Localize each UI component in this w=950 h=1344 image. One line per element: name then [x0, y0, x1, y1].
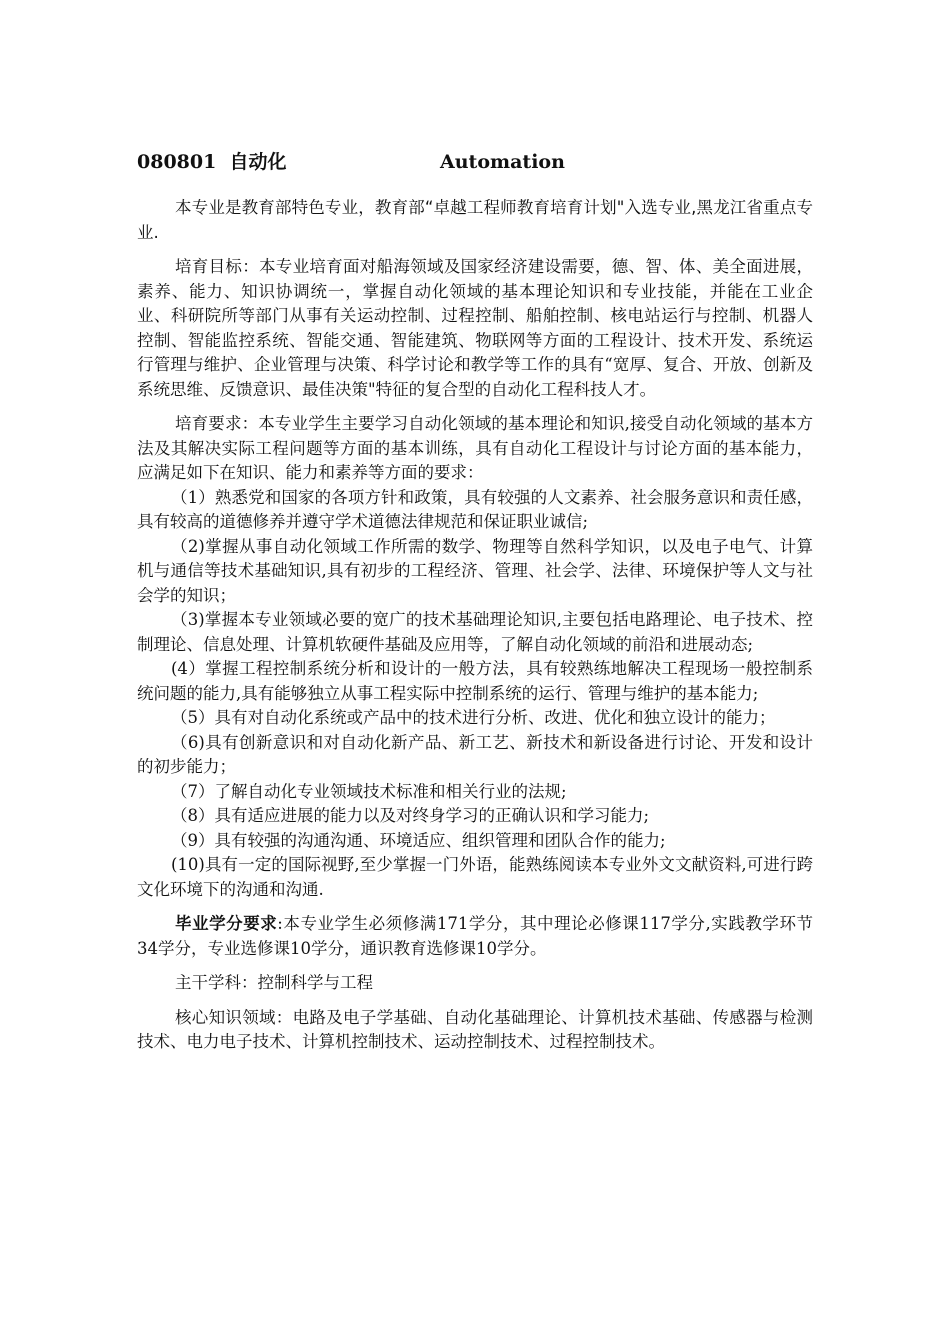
objective-paragraph	[137, 255, 813, 402]
requirement-item: （6)具有创新意识和对自动化新产品、新工艺、新技术和新设备进行讨论、开发和设计的初步能力；	[137, 732, 813, 776]
requirements-text: 本专业学生主要学习自动化领域的基本理论和知识,接受自动化领域的基本方法及其解决实际工程问题等方面的基本训练，具有自动化工程设计与讨论方面的基本能力，应满足如下在知识、能力和素养等方面的要求：	[137, 414, 814, 482]
requirements-label: 培育要求：	[175, 414, 259, 433]
core-areas-text: ：电路及电子学基础、自动化基础理论、计算机技术基础、传感器与检测技术、电力电子技术、计算机控制技术、运动控制技术、过程控制技术。	[137, 1007, 814, 1051]
requirement-item: （7）了解自动化专业领域技术标准和相关行业的法规;	[171, 781, 567, 801]
requirement-item: （5）具有对自动化系统或产品中的技术进行分析、改进、优化和独立设计的能力；	[171, 708, 776, 727]
intro-paragraph: 本专业是教育部特色专业，教育部“卓越工程师教育培育计划"入选专业,黑龙江省重点专业.	[137, 198, 813, 242]
credits-text: :本专业学生必须修满171学分，其中理论必修课117学分,实践教学环节34学分，专业选修课10学分，通识教育选修课10学分。	[137, 914, 814, 958]
requirement-item: （1）熟悉党和国家的各项方针和政策，具有较强的人文素养、社会服务意识和责任感，具有较高的道德修养并遵守学术道德法律规范和保证职业诚信;	[137, 487, 813, 531]
requirements-paragraph	[137, 412, 813, 486]
objective-label: 培育目标：	[175, 257, 259, 276]
requirement-item: (4）掌握工程控制系统分析和设计的一般方法，具有较熟练地解决工程现场一般控制系统问题的能力,具有能够独立从事工程实际中控制系统的运行、管理与维护的基本能力;	[137, 659, 813, 703]
major-subject-paragraph	[137, 971, 813, 996]
major-heading	[137, 148, 813, 180]
requirement-item: (10)具有一定的国际视野,至少掌握一门外语，能熟练阅读本专业外文文献资料,可进行跨文化环境下的沟通和沟通.	[137, 855, 813, 899]
major-code-name: 080801 自动化	[137, 151, 287, 173]
objective-text: 本专业培育面对船海领域及国家经济建设需要，德、智、体、美全面进展，素养、能力、知识协调统一，掌握自动化领域的基本理论知识和专业技能，并能在工业企业、科研院所等部门从事有关运动控制、过程控制、船舶控制、核电站运行与控制、机器人控制、智能监控系统、智能交通、智能建筑、物联网等方面的工程设计、技术开发、系统运行管理与维护、企业管理与决策、科学讨论和教学等工作的具有“宽厚、复合、开放、创新及系统思维、反馈意识、最佳决策"特征的复合型的自动化工程科技人才。	[137, 257, 814, 399]
document-content	[137, 148, 813, 1065]
requirement-item: （2)掌握从事自动化领域工作所需的数学、物理等自然科学知识，以及电子电气、计算机与通信等技术基础知识,具有初步的工程经济、管理、社会学、法律、环境保护等人文与社会学的知识；	[137, 536, 813, 605]
core-areas-label: 核心知识领域	[175, 1007, 276, 1027]
major-subject-text: ：控制科学与工程	[241, 973, 373, 992]
credits-paragraph	[137, 912, 813, 961]
major-english-name: Automation	[440, 151, 565, 173]
requirement-item: （3)掌握本专业领域必要的宽广的技术基础理论知识,主要包括电路理论、电子技术、控制理论、信息处理、计算机软硬件基础及应用等，了解自动化领域的前沿和进展动态;	[137, 610, 813, 654]
core-areas-paragraph	[137, 1006, 813, 1055]
requirement-item: （9）具有较强的沟通沟通、环境适应、组织管理和团队合作的能力;	[171, 830, 666, 850]
requirement-item: （8）具有适应进展的能力以及对终身学习的正确认识和学习能力;	[171, 806, 650, 825]
credits-label: 毕业学分要求	[175, 914, 278, 933]
major-subject-label: 主干学科	[175, 973, 241, 992]
